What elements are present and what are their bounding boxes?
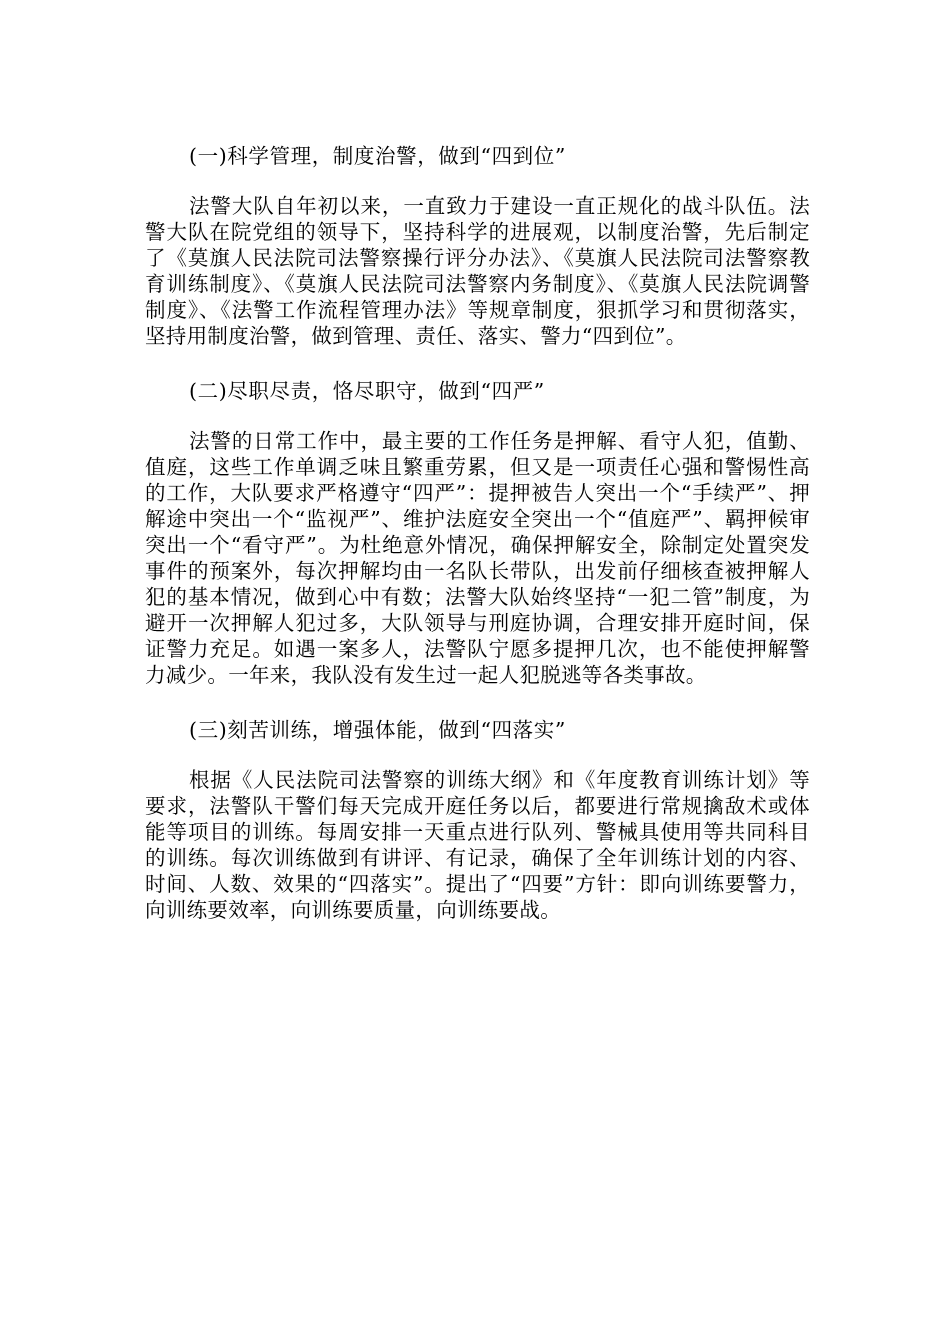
section-3 [145,714,810,923]
section-2 [145,375,810,714]
section-paragraph: 根据《人民法院司法警察的训练大纲》和《年度教育训练计划》等要求，法警队干警们每天完成开庭任务以后，都要进行常规擒敌术或体能等项目的训练。每周安排一天重点进行队列、警械具使用等共同科目的训练。每次训练做到有讲评、有记录，确保了全年训练计划的内容、时间、人数、效果的“四落实”。提出了“四要”方针：即向训练要警力，向训练要效率，向训练要质量，向训练要战。 [145,768,810,922]
section-paragraph: 法警大队自年初以来，一直致力于建设一直正规化的战斗队伍。法警大队在院党组的领导下，坚持科学的进展观，以制度治警，先后制定了《莫旗人民法院司法警察操行评分办法》、《莫旗人民法院司法警察教育训练制度》、《莫旗人民法院司法警察内务制度》、《莫旗人民法院调警制度》、《法警工作流程管理办法》等规章制度，狠抓学习和贯彻落实，坚持用制度治警，做到管理、责任、落实、警力“四到位”。 [145,194,810,348]
document-page [145,140,810,923]
section-1 [145,140,810,375]
section-heading: (一)科学管理，制度治警，做到“四到位” [189,144,566,168]
section-paragraph: 法警的日常工作中，最主要的工作任务是押解、看守人犯，值勤、值庭，这些工作单调乏味且繁重劳累，但又是一项责任心强和警惕性高的工作，大队要求严格遵守“四严”：提押被告人突出一个“手续严”、押解途中突出一个“监视严”、维护法庭安全突出一个“值庭严”、羁押候审突出一个“看守严”。为杜绝意外情况，确保押解安全，除制定处置突发事件的预案外，每次押解均由一名队长带队，出发前仔细核查被押解人犯的基本情况，做到心中有数；法警大队始终坚持“一犯二管”制度，为避开一次押解人犯过多，大队领导与刑庭协调，合理安排开庭时间，保证警力充足。如遇一案多人，法警队宁愿多提押几次，也不能使押解警力减少。一年来，我队没有发生过一起人犯脱逃等各类事故。 [145,429,810,687]
section-heading: (二)尽职尽责，恪尽职守，做到“四严” [189,379,545,403]
section-heading: (三)刻苦训练，增强体能，做到“四落实” [189,718,566,742]
